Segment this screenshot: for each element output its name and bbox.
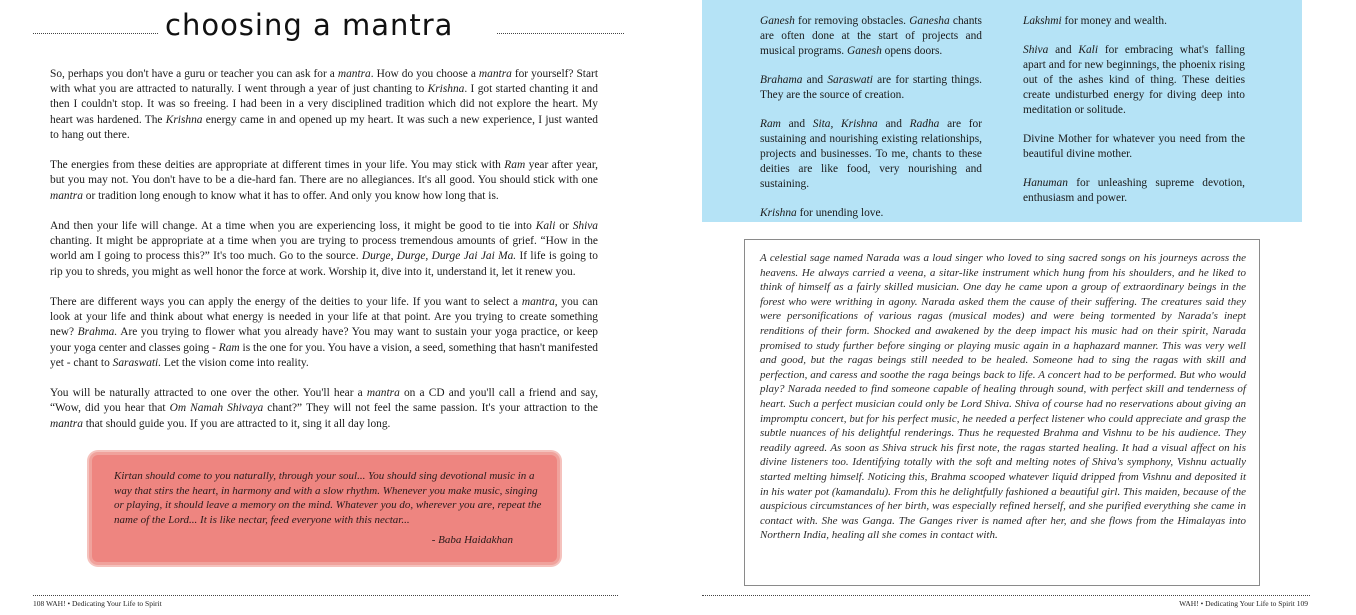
emphasis-text: Ram xyxy=(760,118,781,130)
text-run: or xyxy=(555,220,573,232)
emphasis-text: Brahma. xyxy=(77,326,118,339)
emphasis-text: Ganesha xyxy=(909,15,950,27)
emphasis-text: mantra xyxy=(478,68,512,80)
page-footer-left: 108 WAH! • Dedicating Your Life to Spirit xyxy=(33,599,162,608)
page-title: choosing a mantra xyxy=(165,8,454,42)
paragraph xyxy=(50,67,598,143)
text-run: on a CD and you'll call a friend and say, “Wow, did you hear that xyxy=(50,387,598,415)
emphasis-text: Krishna xyxy=(427,83,465,96)
emphasis-text: Sita, Krishna xyxy=(812,118,878,130)
paragraph xyxy=(760,14,982,59)
emphasis-text: Ganesh xyxy=(760,15,795,27)
emphasis-text: Shiva xyxy=(572,220,598,232)
emphasis-text: Kali xyxy=(1078,44,1099,56)
text-run: is the one for you. You have a vision, a seed, something that hasn't manifested yet - chant to xyxy=(50,341,599,369)
text-run: and xyxy=(780,118,813,130)
quote-box xyxy=(92,455,557,562)
paragraph xyxy=(1023,176,1245,206)
emphasis-text: Lakshmi xyxy=(1023,15,1062,27)
text-run: energy came in and opened up my heart. It was such a new experience, I just wanted to hang out there. xyxy=(50,113,598,141)
paragraph xyxy=(50,219,598,280)
left-page xyxy=(0,0,660,615)
text-run: There are different ways you can apply the energy of the deities to your life. If you want to select a xyxy=(50,296,522,308)
emphasis-text: Ram xyxy=(504,159,526,172)
emphasis-text: Om Namah Shivaya xyxy=(169,402,264,415)
emphasis-text: mantra xyxy=(50,189,83,202)
paragraph xyxy=(1023,14,1245,29)
deity-column-1 xyxy=(760,14,982,235)
text-run: and xyxy=(802,74,828,86)
title-rule-right xyxy=(497,33,624,34)
emphasis-text: Hanuman xyxy=(1023,177,1068,189)
paragraph xyxy=(1023,43,1245,118)
deity-column-2 xyxy=(1023,14,1245,220)
text-run: for yourself? Start with what you are attracted to naturally. I went through a year of just chanting to xyxy=(50,68,598,96)
emphasis-text: mantra xyxy=(521,296,555,308)
text-run: Let the vision come into reality. xyxy=(161,356,309,369)
emphasis-text: Radha xyxy=(909,118,940,130)
text-run: chant?” They will not feel the same passion. It's your attraction to the xyxy=(263,402,598,415)
emphasis-text: Kali xyxy=(535,220,556,232)
text-run: are for starting things. They are the source of creation. xyxy=(760,74,982,101)
emphasis-text: Saraswati xyxy=(827,74,873,86)
paragraph xyxy=(50,158,598,204)
deity-guide-box xyxy=(702,0,1302,222)
text-run: The energies from these deities are appropriate at different times in your life. You may stick with xyxy=(50,159,505,172)
text-run: opens doors. xyxy=(881,45,943,57)
story-text: A celestial sage named Narada was a loud singer who loved to sing sacred songs on his journeys across the heavens. He always carried a veena, a sitar-like instrument which hung from his shoulders, and he liked to think of himself as a fairly skilled musician. One day he came upon a group of extraordinary beings in the forest who were writhing in agony. Narada asked them the cause of their suffering. The creatures said they were personifications of various ragas (musical modes) and were being tormented by Narada's inept renditions of their form. Shocked and awakened by the deep impact his music had on their spirit, Narada promised to study further before singing or playing music again in a haphazard manner. This was very well and good, but the ragas beings still needed to be healed. Someone had to sing the ragas with skill and perfection, and caress and soothe the raga beings back to life. A concert had to be performed. But who would play? Narada needed to find someone capable of healing through sound, with perfect skill and tenderness of heart. Such a perfect musician could only be Lord Shiva. Shiva of course had no reservations about giving an impromptu concert, but for his perfect music, he needed a perfect listener who could appreciate and grasp the subtle nuances of his delightful renderings. Thus he requested Brahma and Vishnu to be his audience. They readily agreed. As soon as Shiva struck his first note, the ragas started healing. It had a visual affect on his divine listeners too. Identifying totally with the soft and melting notes of Shiva's symphony, Vishnu actually started melting himself. Noticing this, Brahma scooped whatever liquid dripped from Vishnu and deposited it in his water pot (kamandalu). From this he delightfully fashioned a beautiful girl. This maiden, because of the auspicious circumstances of her birth, was especially refined herself, and she purified everything she came in contact with. She was Ganga. The Ganges river is named after her, and she flows from the Himalayas into Northern India, healing all she comes in contact with. xyxy=(760,252,1246,542)
text-run: year after year, but you may not. You don't have to be a die-hard fan. There are no allegiances. It's all good. You should stick with one xyxy=(50,159,598,187)
text-run: chants are often done at the start of projects and musical programs. xyxy=(760,15,982,57)
text-run: are for sustaining and nourishing existing relationships, projects and businesses. To me, chants to these deities are like food, very nourishing and sustaining. xyxy=(760,118,982,190)
text-run: So, perhaps you don't have a guru or teacher you can ask for a xyxy=(50,68,338,80)
quote-attribution: - Baba Haidakhan xyxy=(431,534,513,546)
text-run: Divine Mother for whatever you need from the beautiful divine mother. xyxy=(1023,133,1245,160)
body-text xyxy=(50,67,598,447)
emphasis-text: Krishna xyxy=(165,113,203,126)
emphasis-text: Shiva xyxy=(1023,44,1049,56)
text-run: for money and wealth. xyxy=(1061,15,1167,27)
text-run: , you can look at your life and think about what energy is needed in your life at that point. Are you trying to create something new? xyxy=(50,296,598,339)
footer-rule xyxy=(33,595,618,596)
paragraph xyxy=(50,295,598,371)
emphasis-text: Krishna xyxy=(760,207,797,219)
text-run: for removing obstacles. xyxy=(794,15,910,27)
text-run: for unleashing supreme devotion, enthusiasm and power. xyxy=(1023,177,1245,204)
text-run: or tradition long enough to know what it has to offer. And only you know how long that is. xyxy=(82,189,499,202)
text-run: for embracing what's falling apart and for new beginnings, the phoenix rising out of the ashes kind of thing. These deities create undisturbed energy for diving deep into meditation or solitude. xyxy=(1023,44,1245,116)
emphasis-text: Saraswati. xyxy=(112,356,162,369)
story-box xyxy=(744,239,1260,586)
emphasis-text: Ram xyxy=(218,341,240,354)
paragraph xyxy=(760,206,982,221)
paragraph xyxy=(760,73,982,103)
emphasis-text: mantra xyxy=(366,387,400,400)
text-run: and xyxy=(877,118,910,130)
text-run: And then your life will change. At a time when you are experiencing loss, it might be good to tie into xyxy=(50,220,536,232)
page-footer-right: WAH! • Dedicating Your Life to Spirit 109 xyxy=(1179,599,1308,608)
text-run: chanting. It might be appropriate at a time when you are trying to process tremendous amounts of grief. “How in the world am I going to process this?” It's too much. Go to the source. xyxy=(50,235,598,263)
text-run: If life is going to rip you to shreds, you might as well honor the force at work. Worship it, dive into it, understand it, let it renew you. xyxy=(50,250,598,278)
emphasis-text: mantra xyxy=(50,417,83,430)
emphasis-text: Ganesh xyxy=(847,45,882,57)
text-run: . I got started chanting it and then I couldn't stop. It was so freeing. I had been in a very disciplined tradition which did not explore the heart. My heart was hardened. The xyxy=(50,83,598,126)
paragraph xyxy=(50,386,598,432)
text-run: and xyxy=(1048,44,1079,56)
emphasis-text: mantra xyxy=(337,68,371,80)
emphasis-text: Durge, Durge, Durge Jai Jai Ma. xyxy=(361,250,517,263)
emphasis-text: Brahama xyxy=(760,74,803,86)
text-run: . How do you choose a xyxy=(370,68,479,80)
text-run: You will be naturally attracted to one over the other. You'll hear a xyxy=(50,387,367,400)
paragraph xyxy=(1023,132,1245,162)
text-run: for unending love. xyxy=(796,207,884,219)
text-run: Are you trying to flower what you already have? You may want to sustain your yoga practice, or keep your yoga center and classes going - xyxy=(50,326,598,354)
title-rule-left xyxy=(33,33,158,34)
quote-text: Kirtan should come to you naturally, through your soul... You should sing devotional music in a way that stirs the heart, in harmony and with a slow rhythm. Whenever you make music, singing or playing, it should leave a memory on the mind. Whatever you do, wherever you are, repeat the name of the Lord... It is like nectar, feed everyone with this nectar... xyxy=(114,470,542,526)
footer-rule-right xyxy=(702,595,1310,596)
paragraph xyxy=(760,117,982,192)
text-run: that should guide you. If you are attracted to it, sing it all day long. xyxy=(82,417,391,430)
